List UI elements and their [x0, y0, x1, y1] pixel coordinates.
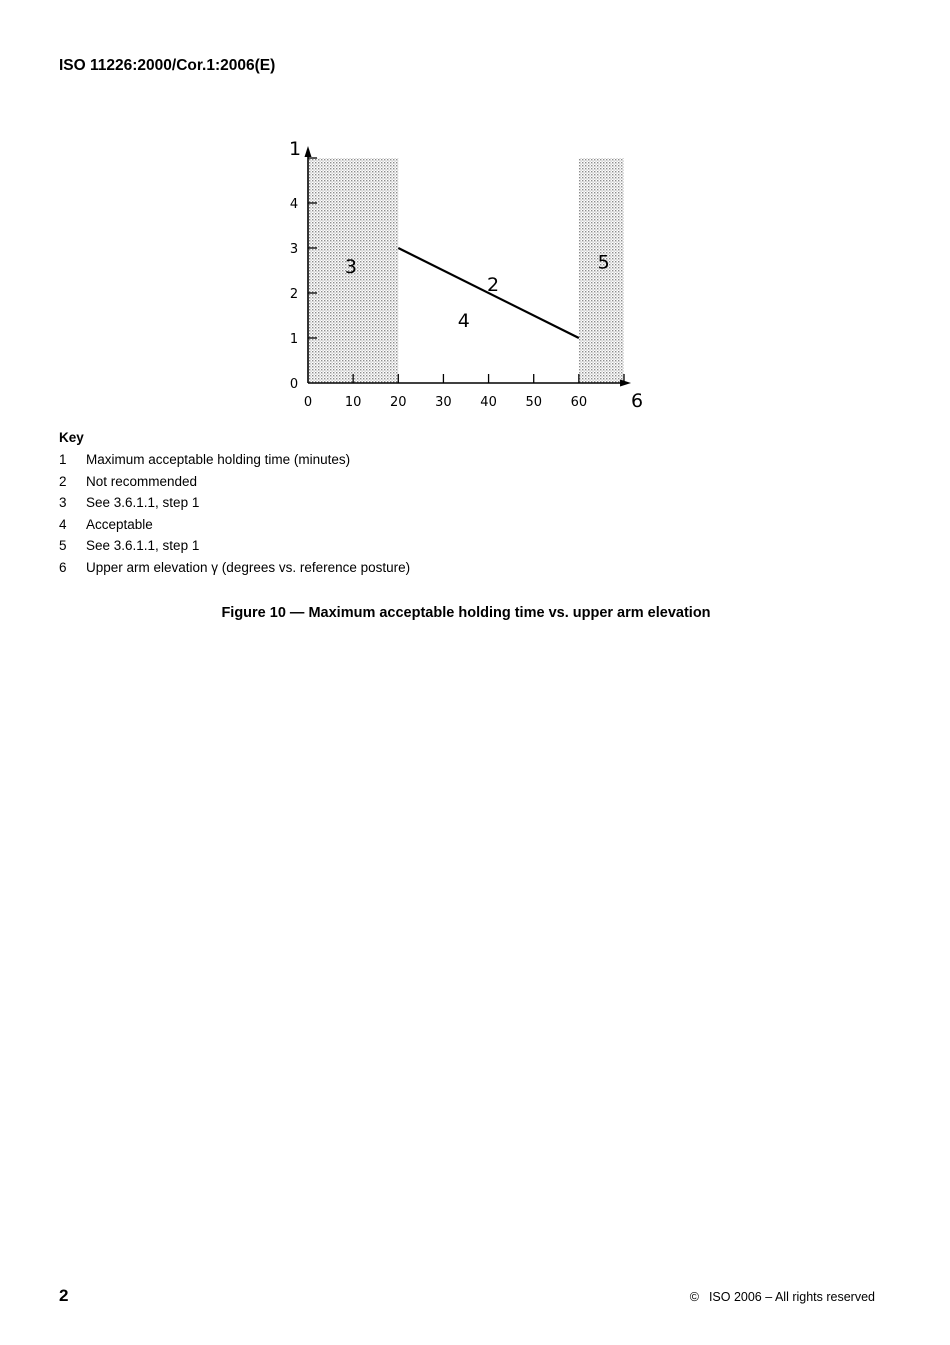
key-title: Key	[59, 430, 84, 445]
copyright-symbol: ©	[689, 1290, 699, 1304]
key-item-text: See 3.6.1.1, step 1	[86, 538, 200, 554]
x-tick-label: 20	[390, 395, 407, 410]
x-tick-label: 10	[344, 395, 362, 410]
x-axis-label: 6	[630, 390, 644, 412]
copyright-notice	[690, 1290, 875, 1304]
holding-time-chart	[0, 0, 950, 430]
key-item-number: 5	[59, 538, 67, 554]
key-item-number: 6	[59, 559, 67, 575]
key-item-number: 2	[59, 473, 67, 489]
chart-annotation: 3	[344, 256, 357, 278]
chart-annotation: 5	[597, 251, 610, 274]
x-tick-label: 0	[303, 395, 313, 410]
copyright-text: ISO 2006 – All rights reserved	[708, 1290, 875, 1304]
key-item-text: Acceptable	[86, 516, 153, 532]
chart-annotation: 4	[457, 310, 470, 332]
key-item	[59, 494, 410, 516]
key-item-text: Not recommended	[86, 473, 198, 489]
y-tick-label: 3	[289, 242, 299, 257]
key-item-text: Maximum acceptable holding time (minutes)	[86, 452, 351, 467]
key-item-number: 4	[59, 516, 67, 532]
figure-caption: Figure 10 — Maximum acceptable holding time vs. upper arm elevation	[221, 605, 711, 621]
x-axis-arrow	[620, 380, 631, 387]
y-tick-label: 0	[289, 377, 299, 392]
key-item	[59, 516, 410, 538]
key-item	[59, 473, 410, 495]
key-item	[59, 559, 410, 581]
key-item-text: Upper arm elevation γ (degrees vs. reference posture)	[86, 559, 411, 575]
x-tick-label: 50	[525, 395, 542, 410]
y-tick-label: 1	[289, 332, 299, 347]
key-item	[59, 537, 410, 559]
x-tick-label: 40	[480, 395, 497, 410]
chart-annotation: 2	[487, 274, 500, 296]
y-tick-label: 2	[289, 287, 299, 302]
key-item-text: See 3.6.1.1, step 1	[86, 495, 200, 511]
x-tick-label: 60	[570, 395, 588, 410]
key-item-number: 3	[59, 495, 67, 511]
key-item-number: 1	[59, 452, 67, 467]
key-list	[59, 451, 410, 581]
page-number: 2	[59, 1286, 69, 1305]
y-axis-label: 1	[288, 138, 302, 160]
y-tick-label: 4	[289, 197, 299, 212]
y-axis-arrow	[305, 146, 312, 157]
document-id-header: ISO 11226:2000/Cor.1:2006(E)	[59, 57, 276, 74]
key-item	[59, 451, 410, 473]
x-tick-label: 30	[435, 395, 452, 410]
